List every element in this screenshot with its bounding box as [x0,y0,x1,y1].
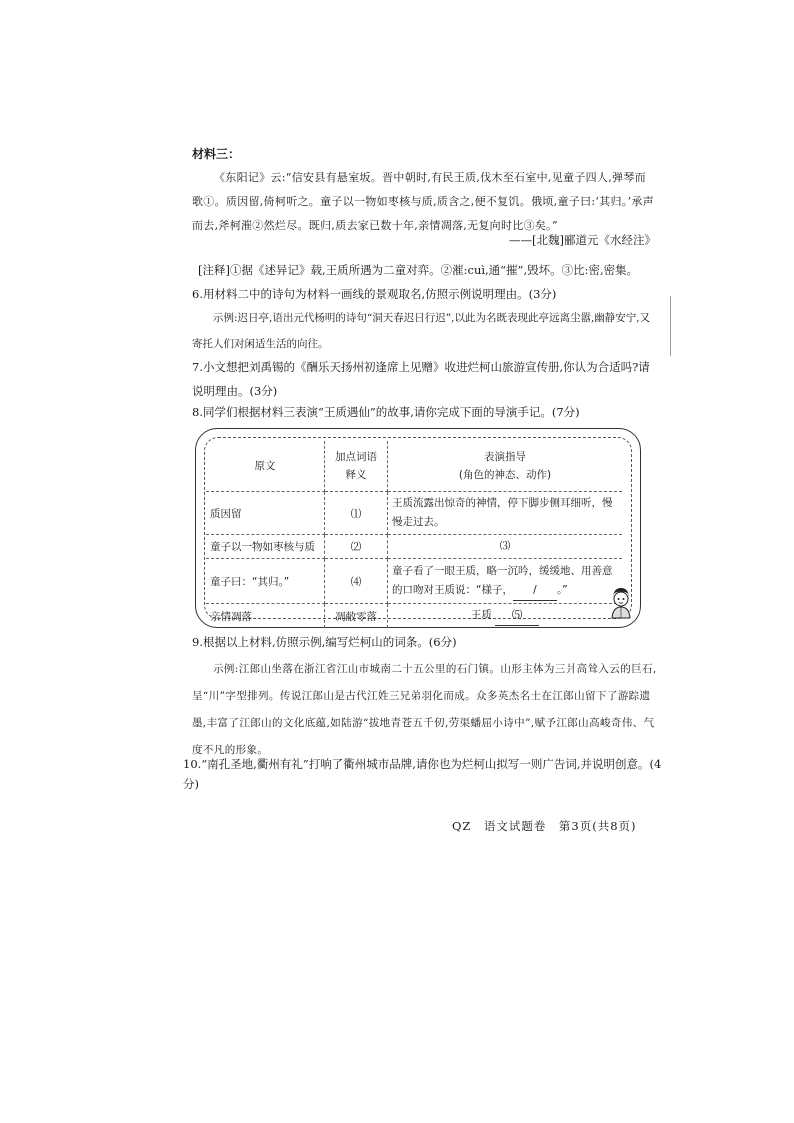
question-9-example: 示例:江郎山坐落在浙江省江山市城南二十五公里的石门镇。山形主体为三爿高耸入云的巨石,呈“川”字型排列。传说江郎山是古代江姓三兄弟羽化而成。众多英杰名士在江郎山留下了游踪遗墨,丰富了江郎山的文化底蕴,如陆游“拔地青苍五千仞,劳渠蟠屈小诗中”,赋予江郎山高峻奇伟、气度不凡的形象。 [192,663,657,756]
table-row [206,535,622,559]
row3-guide-blank[interactable]: / [513,581,557,601]
table-row [206,559,622,604]
header-guide-line1: 表演指导 [484,451,526,463]
row3-original: 童子曰：“其归。” [206,559,325,604]
table-row [206,604,622,629]
header-word-line2: 释义 [345,469,367,481]
material3-text: 《东阳记》云:“信安县有悬室坂。晋中朝时,有民王质,伐木至石室中,见童子四人,弹琴而歌①。质因留,倚柯听之。童子以一物如枣核与质,质含之,便不复饥。俄顷,童子曰:‘其归。’承声而去,斧柯漼②然烂尽。既归,质去家已数十年,亲情凋落,无复向时比③矣。” [192,171,654,232]
header-guide [388,441,623,492]
row1-blank-1[interactable]: ⑴ [325,492,388,535]
row4-guide-text: 王质 [470,609,492,621]
row2-blank-3[interactable]: ⑶ [388,535,623,559]
row2-original: 童子以一物如枣核与质 [206,535,325,559]
student-cartoon-icon [608,585,634,619]
row3-blank-4[interactable]: ⑷ [325,559,388,604]
director-notes-table [206,441,622,628]
director-notes-frame [195,428,641,628]
row3-guide-text: 童子看了一眼王质，略一沉吟，缓缓地、用善意的口吻对王质说：“様子， [392,564,613,596]
row3-guide-end: 。” [556,583,568,596]
header-word [325,441,388,492]
row2-blank-2[interactable]: ⑵ [325,535,388,559]
row4-original: 亲情凋落 [206,604,325,629]
row1-guide: 王质流露出惊奇的神情，停下脚步侧耳细听，慢慢走过去。 [388,492,623,535]
header-original: 原文 [206,441,325,492]
header-guide-line2: (角色的神态、动作) [458,469,552,481]
material3-note: [注释]①据《述异记》载,王质所遇为二童对弈。②漼:cuì,通“摧”,毁坏。③比:密,密集。 [198,263,639,277]
material3-source: ——[北魏]郦道元《水经注》 [509,233,656,247]
material3-heading: 材料三： [192,147,241,161]
question-7: 7.小文想把刘禹锡的《酬乐天扬州初逢席上见赠》收进烂柯山旅游宣传册,你认为合适吗?请说明理由。(3分) [192,360,650,398]
table-row [206,492,622,535]
margin-line [670,296,671,356]
page-footer: QZ 语文试题卷 第3页(共8页) [452,819,637,833]
question-9: 9.根据以上材料,仿照示例,编写烂柯山的词条。(6分) [192,635,457,649]
row4-blank-5[interactable]: ⑸ [495,606,539,626]
table-header-row [206,441,622,492]
row3-guide [388,559,623,604]
question-6-example: 示例:迟日亭,语出元代杨明的诗句“洞天春迟日行迟”,以此为名既表现此亭远离尘嚣,幽静安宁,又寄托人们对闲适生活的向往。 [192,312,651,350]
header-word-line1: 加点词语 [335,451,377,463]
question-6: 6.用材料二中的诗句为材料一画线的景观取名,仿照示例说明理由。(3分) [192,287,557,301]
row1-original: 质因留 [206,492,325,535]
row4-word: 凋敝零落 [325,604,388,629]
question-10: 10.“南孔圣地,衢州有礼”打响了衢州城市品牌,请你也为烂柯山拟写一则广告词,并说明创意。(4分) [183,757,662,791]
question-8: 8.同学们根据材料三表演“王质遇仙”的故事,请你完成下面的导演手记。(7分) [192,405,580,419]
row4-guide [388,604,623,629]
